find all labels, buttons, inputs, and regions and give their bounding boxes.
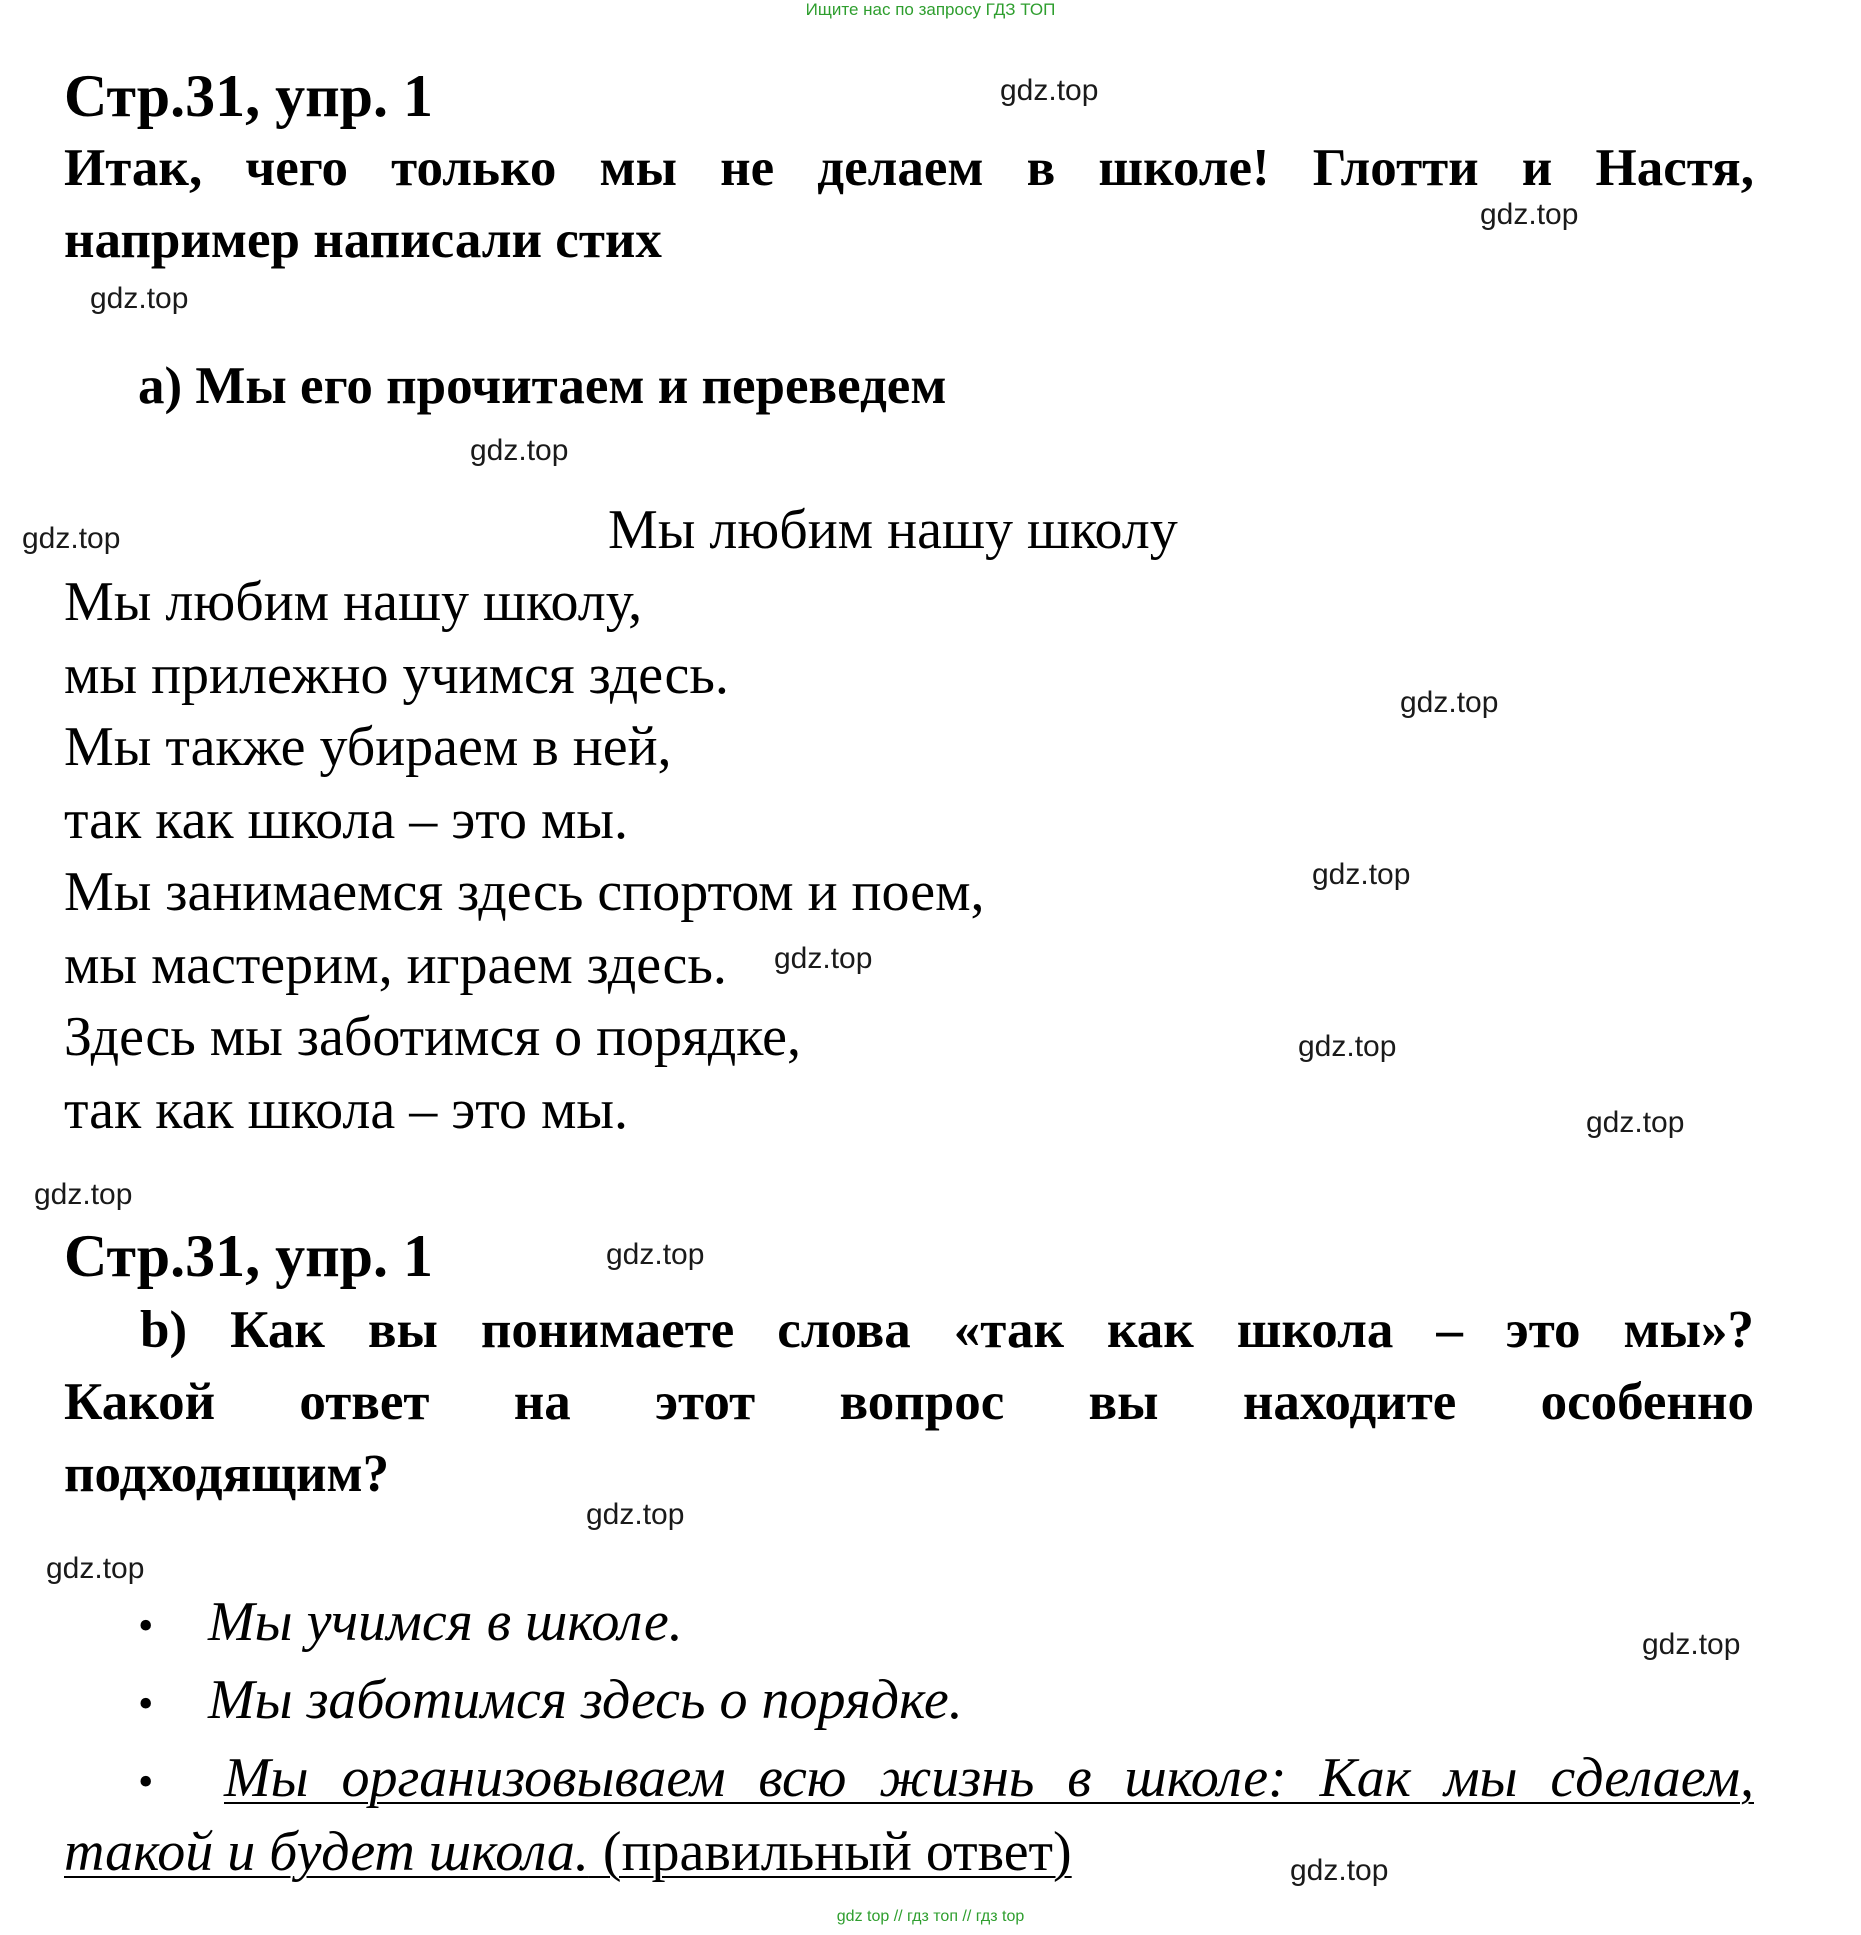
watermark: gdz.top — [1642, 1628, 1741, 1661]
section2-heading: Стр.31, упр. 1 — [64, 1223, 434, 1289]
watermark: gdz.top — [1480, 198, 1579, 231]
section1-instruction-line1: Итак, чего только мы не делаем в школе! Глотти и Настя, — [64, 139, 1754, 197]
poem-line: Здесь мы заботимся о порядке, — [64, 1006, 801, 1068]
section2-question-line1: b) Как вы понимаете слова «так как школа – это мы»? — [140, 1301, 1754, 1359]
poem-line: так как школа – это мы. — [64, 789, 629, 851]
answer-3-text: такой и будет школа. — [64, 1821, 589, 1883]
watermark: gdz.top — [1312, 858, 1411, 891]
footer-watermark: gdz top // гдз топ // гдз top — [836, 1908, 1025, 1925]
section2-question-line3: подходящим? — [64, 1445, 390, 1503]
watermark: gdz.top — [1290, 1854, 1389, 1887]
answer-3-line2 — [64, 1820, 1072, 1884]
answer-3-line1: Мы организовываем всю жизнь в школе: Как мы сделаем, — [224, 1747, 1754, 1809]
poem-line: так как школа – это мы. — [64, 1079, 629, 1141]
section2-question-line2: Какой ответ на этот вопрос вы находите особенно — [64, 1373, 1754, 1431]
watermark: gdz.top — [586, 1498, 685, 1531]
poem-line: Мы также убираем в ней, — [64, 716, 672, 778]
answer-1: Мы учимся в школе. — [208, 1591, 683, 1653]
poem-title: Мы любим нашу школу — [608, 499, 1178, 561]
watermark: gdz.top — [1000, 74, 1099, 107]
watermark: gdz.top — [774, 942, 873, 975]
section1-heading: Стр.31, упр. 1 — [64, 63, 434, 129]
bullet: • — [138, 1601, 154, 1650]
watermark: gdz.top — [46, 1552, 145, 1585]
poem-line: Мы любим нашу школу, — [64, 571, 643, 633]
watermark: gdz.top — [22, 522, 121, 555]
correct-answer-note: (правильный ответ) — [588, 1821, 1072, 1883]
watermark: gdz.top — [90, 282, 189, 315]
poem-line: мы мастерим, играем здесь. — [64, 934, 727, 996]
bullet: • — [138, 1757, 154, 1806]
watermark: gdz.top — [1400, 686, 1499, 719]
section1-instruction-line2: например написали стих — [64, 211, 662, 269]
watermark: gdz.top — [1298, 1030, 1397, 1063]
watermark: gdz.top — [606, 1238, 705, 1271]
poem-line: мы прилежно учимся здесь. — [64, 644, 729, 706]
subtask-a: а) Мы его прочитаем и переведем — [138, 357, 947, 415]
poem-line: Мы занимаемся здесь спортом и поем, — [64, 861, 985, 923]
top-banner: Ищите нас по запросу ГДЗ ТОП — [805, 0, 1056, 19]
answer-2: Мы заботимся здесь о порядке. — [208, 1669, 963, 1731]
watermark: gdz.top — [34, 1178, 133, 1211]
watermark: gdz.top — [1586, 1106, 1685, 1139]
bullet: • — [138, 1679, 154, 1728]
watermark: gdz.top — [470, 434, 569, 467]
